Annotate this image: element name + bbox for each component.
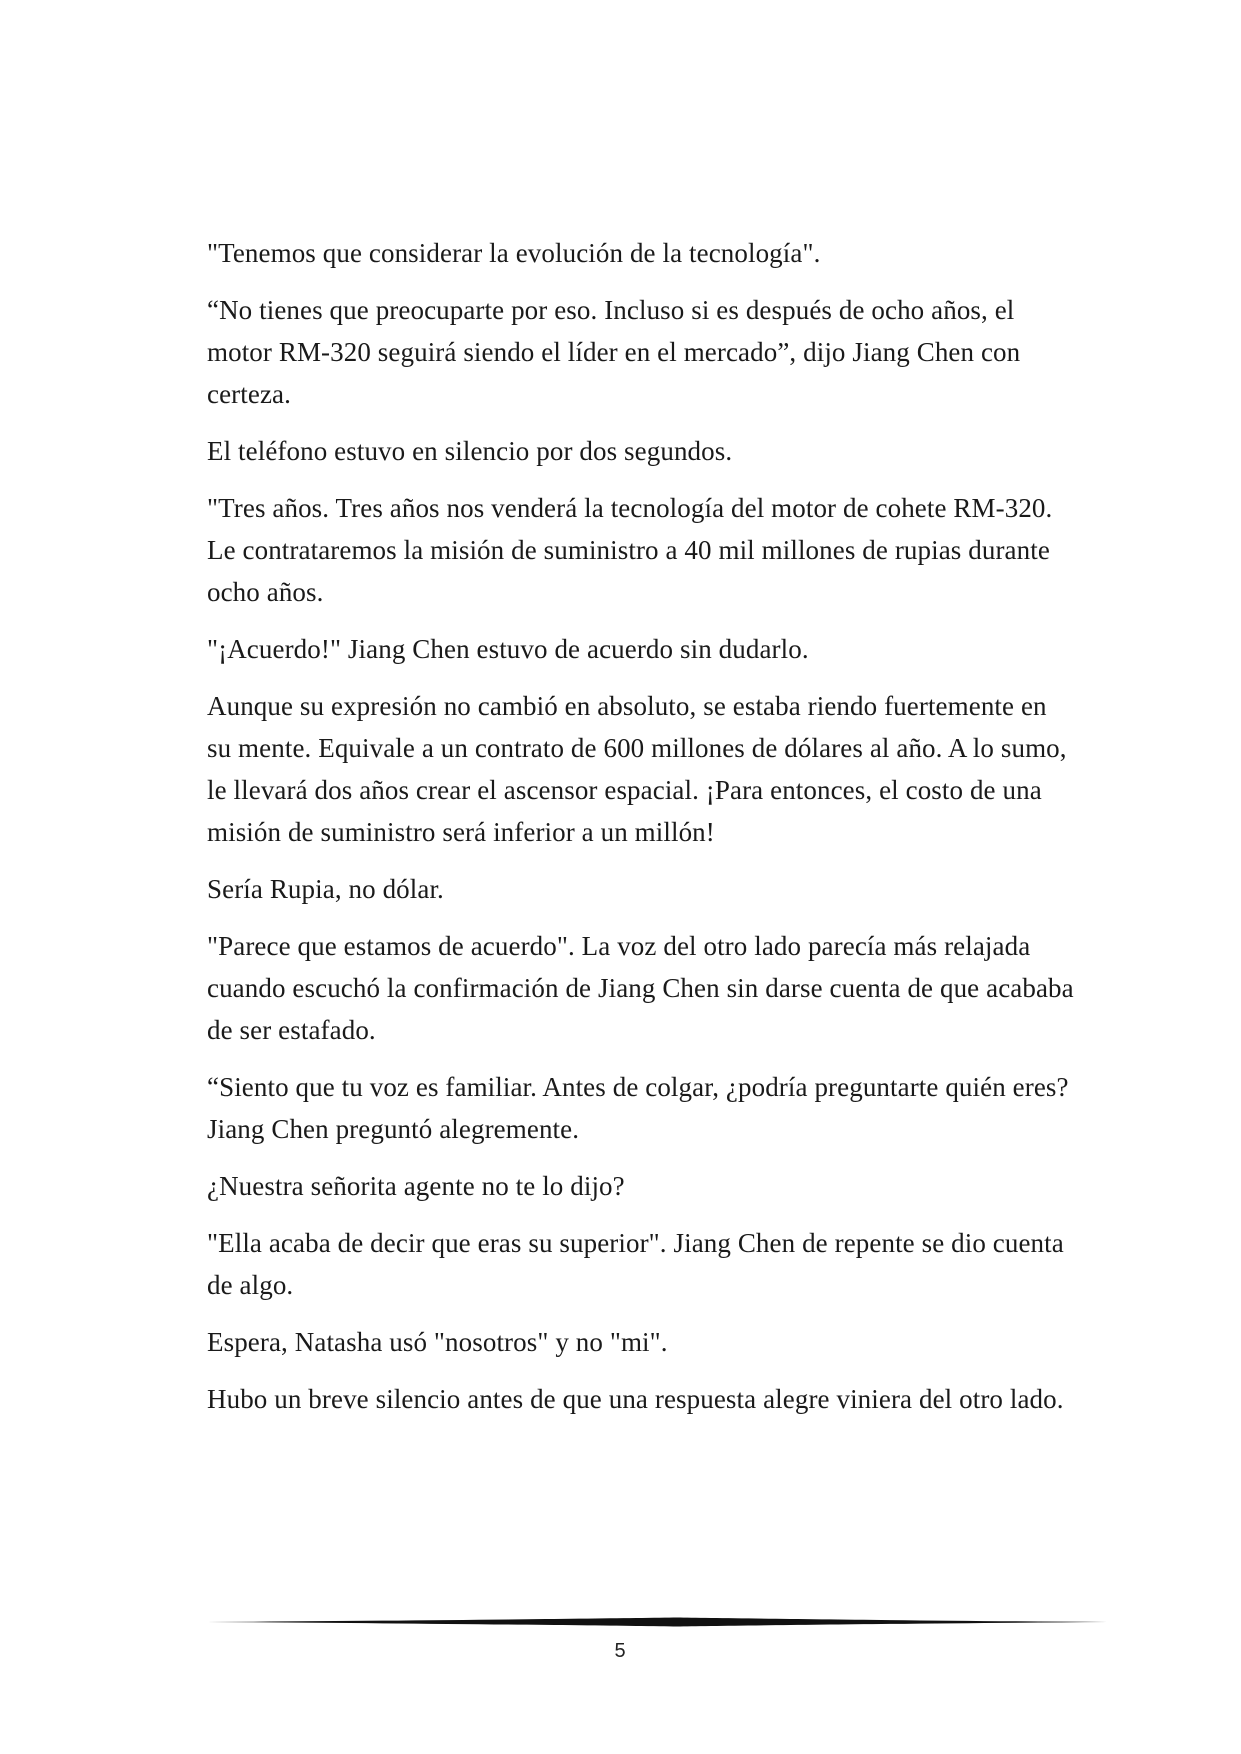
paragraph-10: ¿Nuestra señorita agente no te lo dijo? (207, 1171, 625, 1201)
paragraph-6: Aunque su expresión no cambió en absoluto, se estaba riendo fuertemente en su mente. Equivale a un contrato de 600 millones de dólares al año. A lo sumo, le llevará dos años crear el ascensor espacial. ¡Para entonces, el costo de una misión de suministro será inferior a un millón! (207, 691, 1067, 847)
paragraph-11: "Ella acaba de decir que eras su superior". Jiang Chen de repente se dio cuenta de algo. (207, 1228, 1064, 1300)
paragraph-1: "Tenemos que considerar la evolución de la tecnología". (207, 238, 821, 268)
footer-divider (207, 1616, 1107, 1628)
page-number: 5 (614, 1640, 626, 1662)
body-text (207, 232, 1075, 1435)
paragraph-3: El teléfono estuvo en silencio por dos segundos. (207, 436, 733, 466)
paragraph-12: Espera, Natasha usó "nosotros" y no "mi". (207, 1327, 668, 1357)
paragraph-4: "Tres años. Tres años nos venderá la tecnología del motor de cohete RM-320. Le contrataremos la misión de suministro a 40 mil millones de rupias durante ocho años. (207, 493, 1053, 607)
paragraph-9: “Siento que tu voz es familiar. Antes de colgar, ¿podría preguntarte quién eres? Jiang Chen preguntó alegremente. (207, 1072, 1069, 1144)
paragraph-7: Sería Rupia, no dólar. (207, 874, 444, 904)
paragraph-8: "Parece que estamos de acuerdo". La voz del otro lado parecía más relajada cuando escuchó la confirmación de Jiang Chen sin darse cuenta de que acababa de ser estafado. (207, 931, 1074, 1045)
paragraph-5: "¡Acuerdo!" Jiang Chen estuvo de acuerdo sin dudarlo. (207, 634, 809, 664)
paragraph-2: “No tienes que preocuparte por eso. Incluso si es después de ocho años, el motor RM-320 seguirá siendo el líder en el mercado”, dijo Jiang Chen con certeza. (207, 295, 1021, 409)
paragraph-13: Hubo un breve silencio antes de que una respuesta alegre viniera del otro lado. (207, 1384, 1064, 1414)
